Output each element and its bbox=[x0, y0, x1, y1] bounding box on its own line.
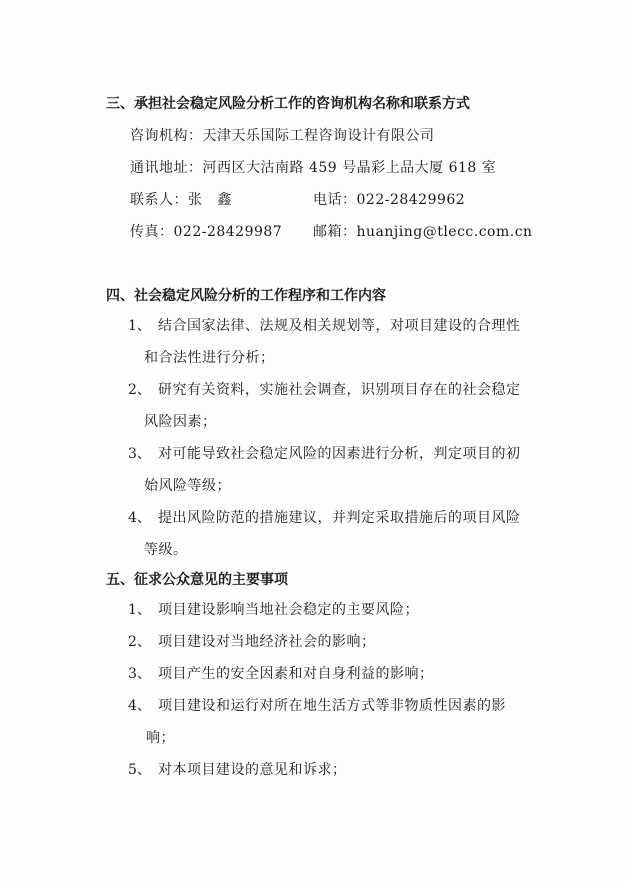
email-row bbox=[313, 222, 533, 242]
s4-item4-line1: 提出风险防范的措施建议，并判定采取措施后的项目风险 bbox=[158, 510, 521, 526]
fax-row bbox=[130, 222, 282, 242]
s5-item5-number: 5、 bbox=[128, 762, 151, 778]
email-label: 邮箱： bbox=[313, 224, 357, 240]
fax-value: 022-28429987 bbox=[173, 224, 283, 240]
contact-label: 联系人： bbox=[130, 192, 188, 208]
s5-item2-number: 2、 bbox=[128, 634, 151, 650]
s5-item1-line1: 项目建设影响当地社会稳定的主要风险； bbox=[158, 602, 419, 618]
s5-item4-number: 4、 bbox=[128, 698, 151, 714]
phone-value: 022-28429962 bbox=[356, 192, 466, 208]
s4-item1-line2: 和合法性进行分析； bbox=[144, 350, 275, 366]
address-row bbox=[130, 158, 496, 178]
s5-item5-line1: 对本项目建设的意见和诉求； bbox=[158, 762, 347, 778]
address-label: 通讯地址： bbox=[130, 160, 203, 176]
s5-item4-line2: 响； bbox=[146, 730, 175, 746]
phone-label: 电话： bbox=[313, 192, 357, 208]
section5-heading: 五、征求公众意见的主要事项 bbox=[106, 572, 288, 588]
fax-label: 传真： bbox=[130, 224, 174, 240]
org-row bbox=[130, 126, 435, 146]
s4-item2-line1: 研究有关资料，实施社会调查，识别项目存在的社会稳定 bbox=[158, 382, 521, 398]
contact-row bbox=[130, 190, 232, 210]
s4-item1-number: 1、 bbox=[128, 318, 151, 334]
s4-item3-number: 3、 bbox=[128, 446, 151, 462]
s4-item2-number: 2、 bbox=[128, 382, 151, 398]
s5-item3-number: 3、 bbox=[128, 666, 151, 682]
s4-item3-line2: 始风险等级； bbox=[144, 478, 231, 494]
s4-item4-number: 4、 bbox=[128, 510, 151, 526]
s5-item1-number: 1、 bbox=[128, 602, 151, 618]
s5-item2-line1: 项目建设对当地经济社会的影响； bbox=[158, 634, 376, 650]
phone-row bbox=[313, 190, 465, 210]
address-value: 河西区大沽南路 459 号晶彩上品大厦 618 室 bbox=[202, 160, 497, 176]
s4-item3-line1: 对可能导致社会稳定风险的因素进行分析，判定项目的初 bbox=[158, 446, 521, 462]
s4-item1-line1: 结合国家法律、法规及相关规划等，对项目建设的合理性 bbox=[158, 318, 521, 334]
contact-value: 张 鑫 bbox=[188, 192, 232, 208]
section4-heading: 四、社会稳定风险分析的工作程序和工作内容 bbox=[106, 288, 386, 304]
s5-item3-line1: 项目产生的安全因素和对自身利益的影响； bbox=[158, 666, 434, 682]
org-label: 咨询机构： bbox=[130, 128, 203, 144]
section3-heading: 三、承担社会稳定风险分析工作的咨询机构名称和联系方式 bbox=[106, 96, 470, 112]
org-value: 天津天乐国际工程咨询设计有限公司 bbox=[202, 128, 435, 144]
s4-item4-line2: 等级。 bbox=[144, 542, 188, 558]
s4-item2-line2: 风险因素； bbox=[144, 414, 217, 430]
s5-item4-line1: 项目建设和运行对所在地生活方式等非物质性因素的影 bbox=[158, 698, 506, 714]
email-value: huanjing@tlecc.com.cn bbox=[356, 224, 533, 240]
